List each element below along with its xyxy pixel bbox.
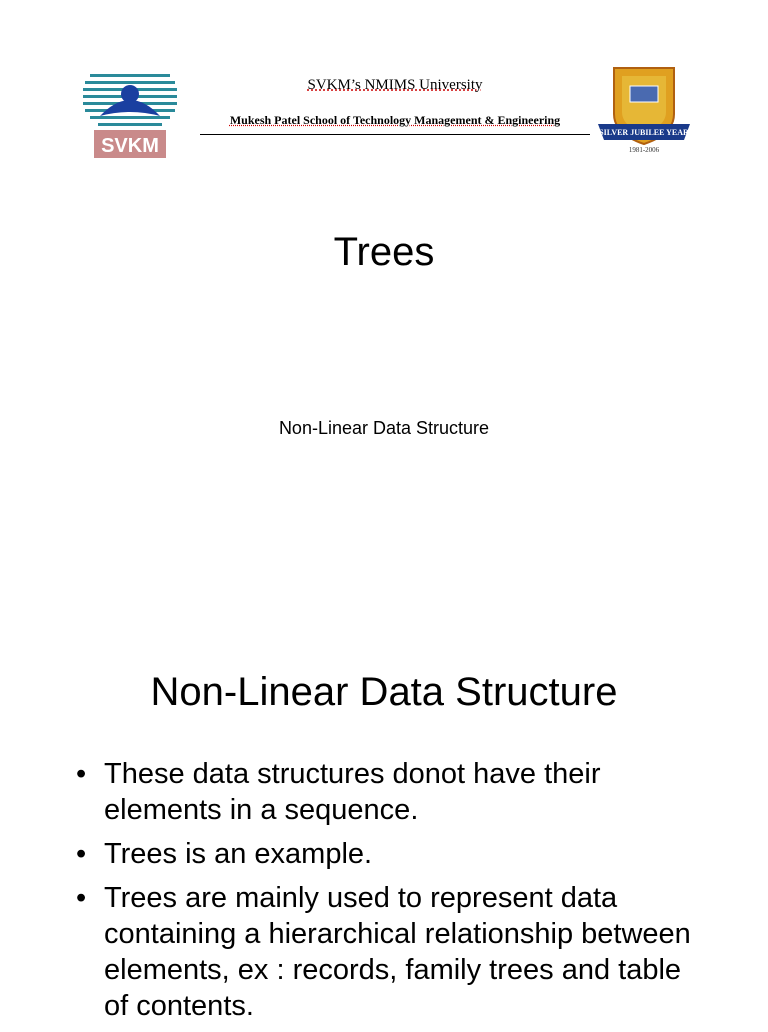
header: [80, 60, 692, 164]
svkm-logo-text: SVKM: [101, 135, 159, 157]
header-divider: [200, 134, 590, 135]
slide-title-non-linear: Non-Linear Data Structure: [150, 670, 618, 714]
university-name: SVKM’s NMIMS University: [307, 77, 483, 93]
slide-subtitle: Non-Linear Data Structure: [278, 418, 490, 438]
bullet-dot: •: [76, 838, 87, 870]
svkm-logo: [80, 64, 180, 164]
bullet-item: [76, 836, 696, 872]
bullet-text: Trees are mainly used to represent data containing a hierarchical relationship between elements, ex : records, family trees and table of contents.: [104, 882, 691, 1022]
bullet-list: [76, 756, 696, 1032]
school-name: Mukesh Patel School of Technology Management & Engineering: [229, 113, 561, 127]
slide-title-trees: Trees: [333, 230, 435, 274]
crest-banner-text: SILVER JUBILEE YEAR: [599, 128, 689, 137]
bullet-dot: •: [76, 758, 87, 790]
crest-years-text: 1981-2006: [628, 146, 660, 154]
bullet-dot: •: [76, 882, 87, 914]
silver-jubilee-crest: [596, 64, 692, 156]
bullet-item: [76, 756, 696, 828]
bullet-item: [76, 880, 696, 1024]
bullet-text: These data structures donot have their elements in a sequence.: [104, 758, 601, 826]
bullet-text: Trees is an example.: [104, 838, 373, 870]
